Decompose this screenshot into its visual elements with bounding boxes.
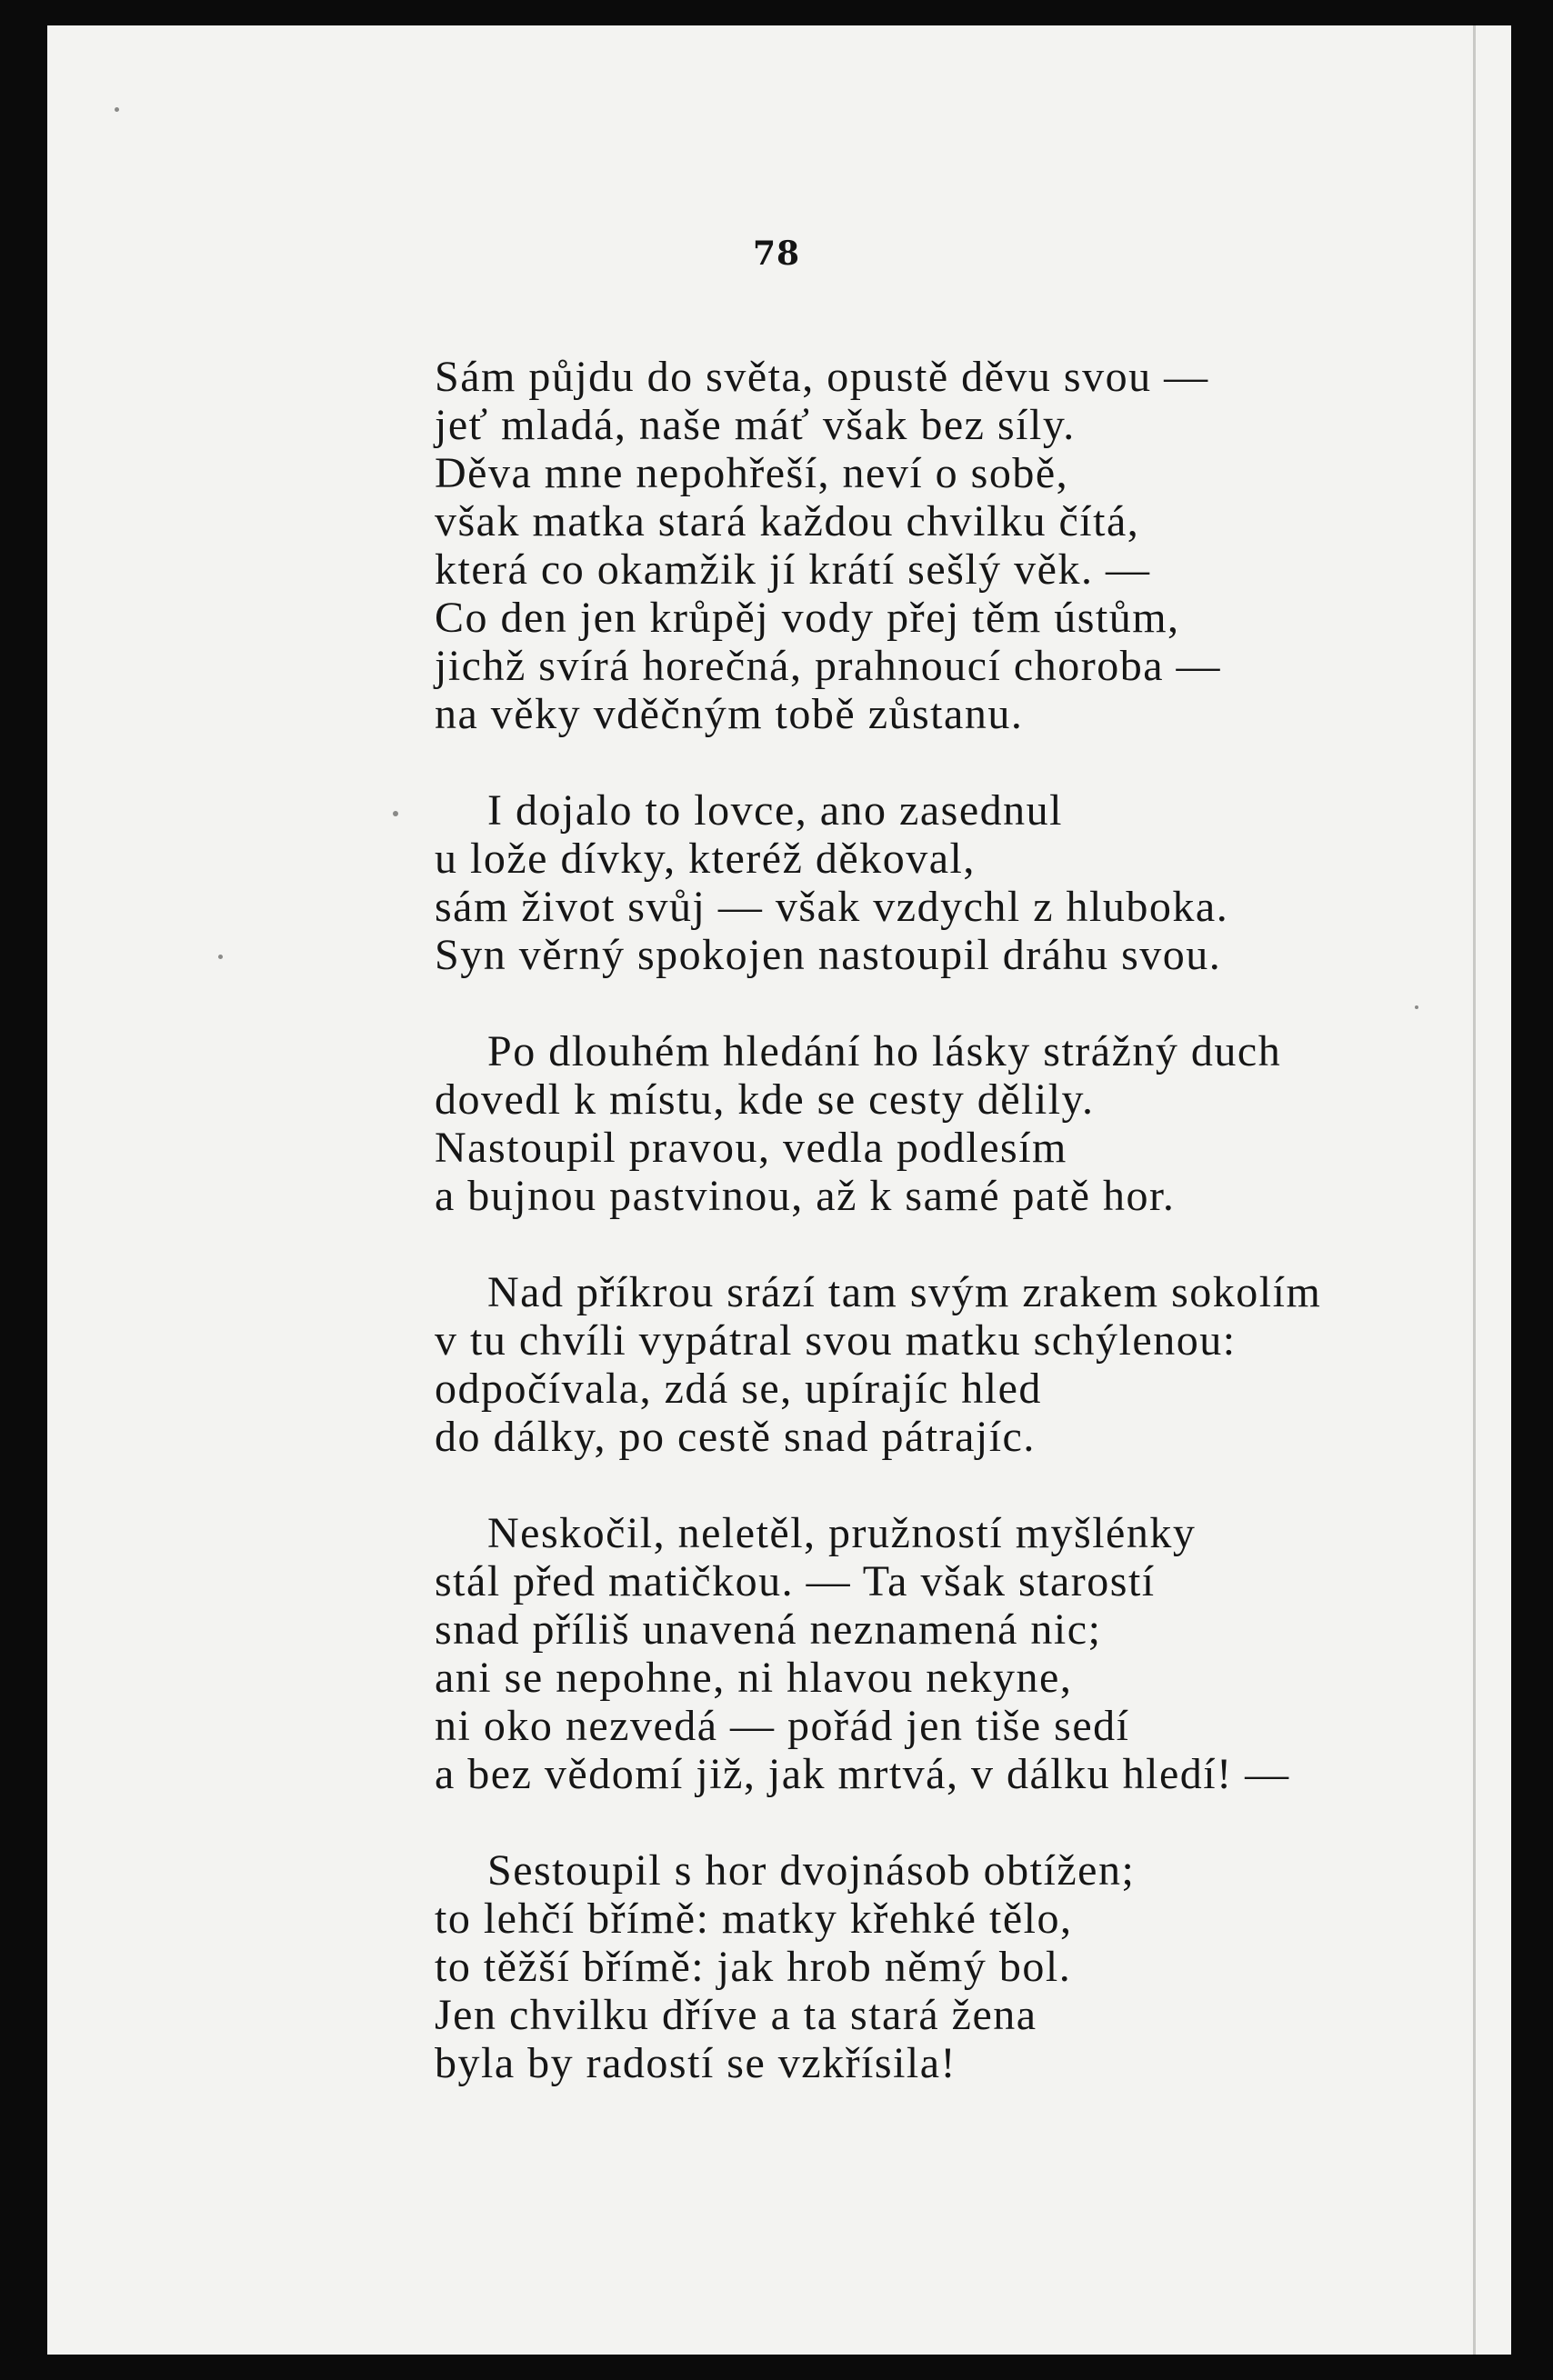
poem-line: a bez vědomí již, jak mrtvá, v dálku hledí! —: [435, 1750, 1290, 1798]
poem-line: stál před matičkou. — Ta však starostí: [435, 1557, 1156, 1605]
paper-speck: [115, 107, 119, 112]
poem-line: ani se nepohne, ni hlavou nekyne,: [435, 1654, 1073, 1702]
paper-speck: [393, 811, 398, 816]
poem-line: v tu chvíli vypátral svou matku schýlenou:: [435, 1316, 1237, 1365]
poem-line: Děva mne nepohřeší, neví o sobě,: [435, 449, 1069, 497]
poem-line: jeť mladá, naše máť však bez síly.: [435, 401, 1076, 449]
poem-line: to těžší břímě: jak hrob němý bol.: [435, 1943, 1072, 1991]
stanza-5: [435, 1509, 1462, 1798]
poem-line: Syn věrný spokojen nastoupil dráhu svou.: [435, 931, 1222, 979]
poem-text: [435, 353, 1462, 2135]
poem-line: Sám půjdu do světa, opustě děvu svou —: [435, 353, 1209, 401]
poem-line: Neskočil, neletěl, pružností myšlénky: [487, 1509, 1197, 1557]
poem-line: Jen chvilku dříve a ta stará žena: [435, 1991, 1037, 2039]
poem-line: Sestoupil s hor dvojnásob obtížen;: [487, 1846, 1136, 1895]
stanza-2: [435, 786, 1462, 979]
poem-line: Nastoupil pravou, vedla podlesím: [435, 1124, 1067, 1172]
poem-line: I dojalo to lovce, ano zasednul: [487, 786, 1063, 835]
page-edge-shadow: [1473, 25, 1476, 2355]
poem-line: u lože dívky, kteréž děkoval,: [435, 835, 976, 883]
poem-line: Po dlouhém hledání ho lásky strážný duch: [487, 1027, 1282, 1075]
poem-line: Co den jen krůpěj vody přej těm ústům,: [435, 594, 1180, 642]
poem-line: a bujnou pastvinou, až k samé patě hor.: [435, 1172, 1176, 1220]
paper-speck: [218, 955, 223, 959]
stanza-6: [435, 1846, 1462, 2087]
poem-line: Nad příkrou srází tam svým zrakem sokolím: [487, 1268, 1322, 1316]
poem-line: na věky vděčným tobě zůstanu.: [435, 690, 1024, 738]
poem-line: však matka stará každou chvilku čítá,: [435, 497, 1140, 545]
poem-line: sám život svůj — však vzdychl z hluboka.: [435, 883, 1229, 931]
poem-line: která co okamžik jí krátí sešlý věk. —: [435, 545, 1151, 594]
stanza-1: [435, 353, 1462, 738]
stanza-3: [435, 1027, 1462, 1220]
poem-line: dovedl k místu, kde se cesty dělily.: [435, 1075, 1095, 1124]
scan-border-right: [1511, 0, 1553, 2380]
poem-line: snad příliš unavená neznamená nic;: [435, 1605, 1102, 1654]
stanza-4: [435, 1268, 1462, 1461]
poem-line: jichž svírá horečná, prahnoucí choroba —: [435, 642, 1222, 690]
poem-line: odpočívala, zdá se, upírajíc hled: [435, 1365, 1042, 1413]
poem-line: to lehčí břímě: matky křehké tělo,: [435, 1895, 1073, 1943]
page-number: 78: [752, 235, 801, 273]
poem-line: do dálky, po cestě snad pátrajíc.: [435, 1413, 1036, 1461]
poem-line: byla by radostí se vzkřísila!: [435, 2039, 957, 2087]
poem-line: ni oko nezvedá — pořád jen tiše sedí: [435, 1702, 1130, 1750]
